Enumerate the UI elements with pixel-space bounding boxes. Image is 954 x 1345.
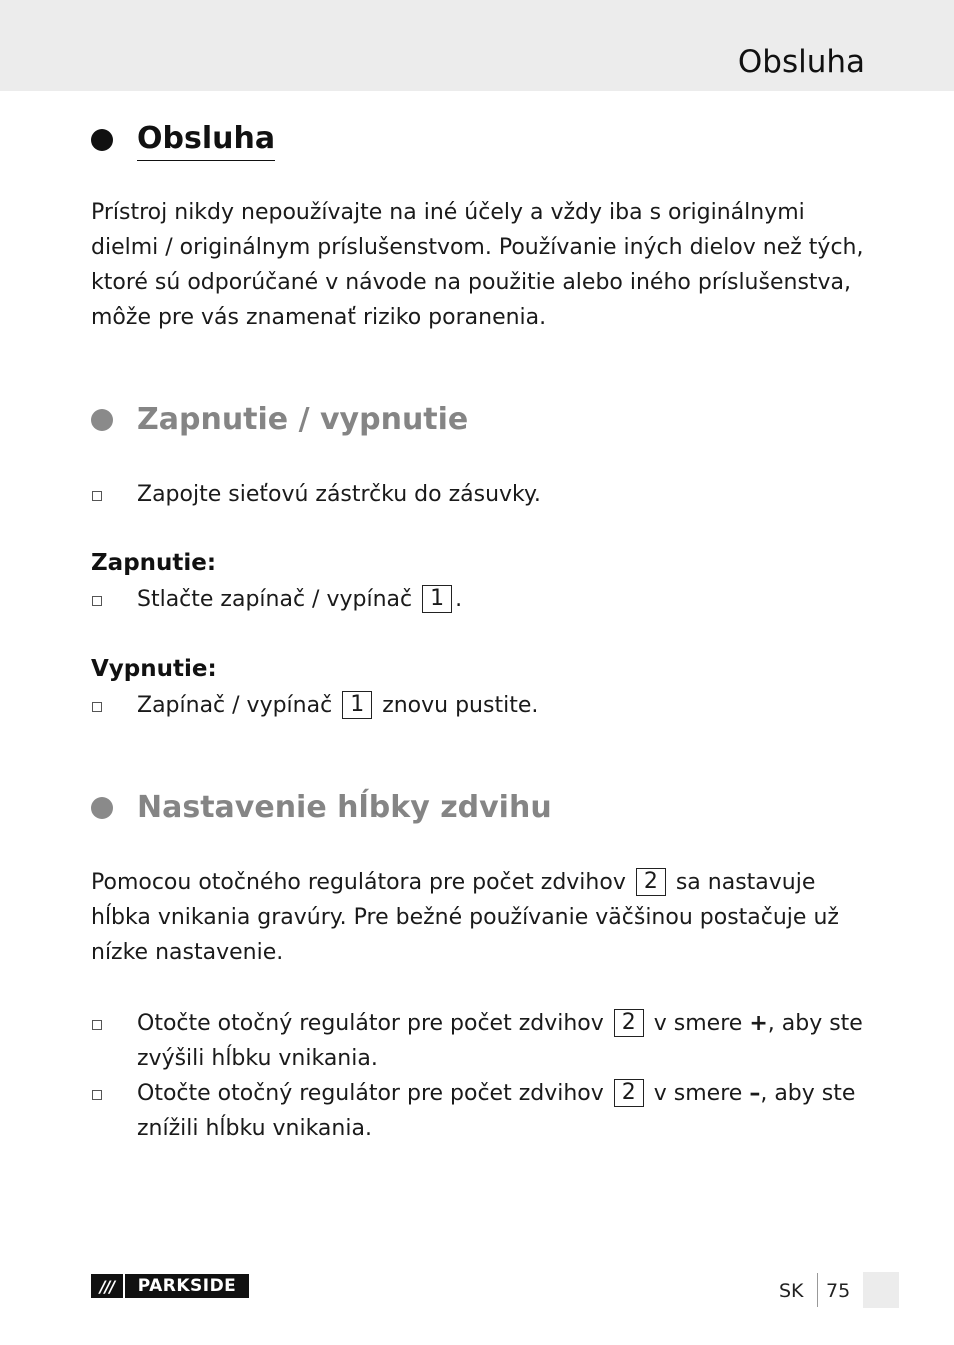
step-line: [137, 1081, 855, 1106]
step-text: znovu pustite.: [382, 693, 539, 718]
subheading-vypnutie: Vypnutie:: [91, 656, 217, 682]
list-item-plug-in: [91, 477, 881, 512]
step-text: Otočte otočný regulátor pre počet zdvihov: [137, 1081, 604, 1106]
list-item-text: [137, 1006, 881, 1076]
step-text: Stlačte zapínač / vypínač: [137, 587, 413, 612]
footer-divider: [817, 1273, 818, 1307]
intro-line: dielmi / originálnym príslušenstvom. Používanie iných dielov než tých,: [91, 235, 864, 260]
depth-line: hĺbka vnikania gravúry. Pre bežné používanie väčšinou postačuje už: [91, 905, 839, 930]
section-heading-nastavenie: [91, 788, 552, 828]
part-reference-box: 2: [614, 1079, 644, 1107]
checkbox-square-icon: [92, 1020, 102, 1030]
intro-line: Prístroj nikdy nepoužívajte na iné účely a vždy iba s originálnymi: [91, 200, 805, 225]
depth-text: sa nastavuje: [675, 870, 816, 895]
step-line: [137, 1011, 863, 1036]
checkbox-square-icon: [92, 1090, 102, 1100]
step-text: v smere: [653, 1081, 743, 1106]
step-text: , aby ste: [767, 1011, 863, 1036]
step-text: .: [455, 587, 463, 612]
intro-line: môže pre vás znamenať riziko poranenia.: [91, 305, 547, 330]
depth-paragraph: [91, 865, 871, 970]
part-reference-box: 2: [636, 868, 666, 896]
language-code: SK: [779, 1280, 804, 1302]
minus-sign: –: [749, 1081, 761, 1106]
part-reference-box: 1: [422, 585, 452, 613]
parkside-logo: [91, 1274, 249, 1298]
header-title: Obsluha: [737, 44, 865, 80]
step-text: , aby ste: [760, 1081, 856, 1106]
step-text: v smere: [653, 1011, 743, 1036]
depth-line: nízke nastavenie.: [91, 940, 284, 965]
subheading-zapnutie: Zapnutie:: [91, 550, 217, 576]
list-item-text: [137, 582, 881, 617]
part-reference-box: 1: [342, 691, 372, 719]
list-item-decrease-depth: [91, 1076, 881, 1146]
list-item-text: Zapojte sieťovú zástrčku do zásuvky.: [137, 482, 541, 507]
list-item-text: [137, 688, 881, 723]
intro-line: ktoré sú odporúčané v návode na použitie alebo iného príslušenstva,: [91, 270, 852, 295]
part-reference-box: 2: [614, 1009, 644, 1037]
step-line: znížili hĺbku vnikania.: [137, 1116, 372, 1141]
plus-sign: +: [749, 1011, 768, 1036]
list-item-text: [137, 1076, 881, 1146]
section-heading-text: Zapnutie / vypnutie: [137, 402, 469, 437]
page-tab-marker: [863, 1272, 899, 1308]
list-item-switch-on: [91, 582, 881, 617]
section-heading-obsluha: [91, 118, 275, 162]
checkbox-square-icon: [92, 596, 102, 606]
list-item-increase-depth: [91, 1006, 881, 1076]
page-number: 75: [826, 1280, 851, 1302]
depth-text: Pomocou otočného regulátora pre počet zdvihov: [91, 870, 626, 895]
section-heading-text: Obsluha: [137, 119, 275, 161]
bullet-dot-icon: [91, 129, 113, 151]
bullet-dot-icon: [91, 797, 113, 819]
intro-paragraph: [91, 195, 871, 335]
section-heading-zapnutie-vypnutie: [91, 400, 468, 440]
section-heading-text: Nastavenie hĺbky zdvihu: [137, 790, 552, 825]
list-item-switch-off: [91, 688, 881, 723]
checkbox-square-icon: [92, 702, 102, 712]
logo-slashes: ///: [91, 1274, 123, 1298]
step-text: Otočte otočný regulátor pre počet zdvihov: [137, 1011, 604, 1036]
bullet-dot-icon: [91, 409, 113, 431]
depth-line: [91, 865, 871, 900]
step-line: zvýšili hĺbku vnikania.: [137, 1046, 378, 1071]
checkbox-square-icon: [92, 491, 102, 501]
step-text: Zapínač / vypínač: [137, 693, 333, 718]
logo-text: PARKSIDE: [125, 1274, 249, 1298]
